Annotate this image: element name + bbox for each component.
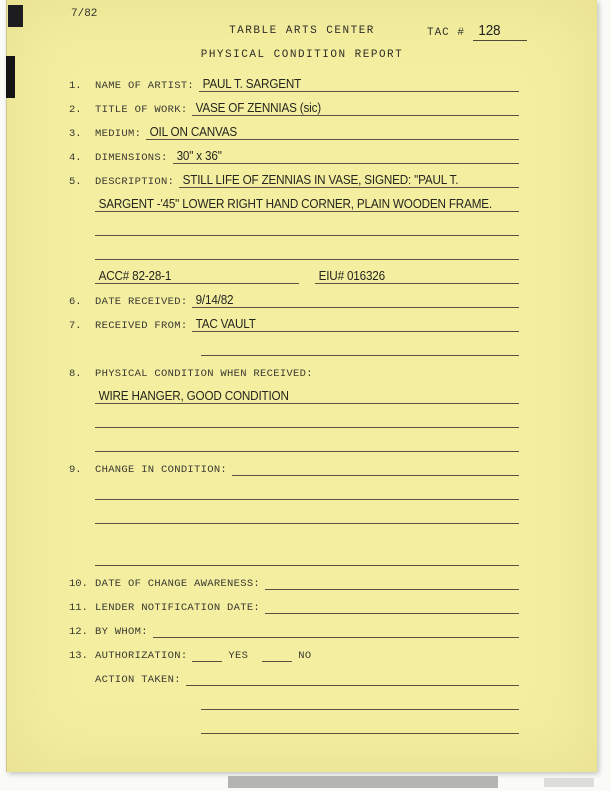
scan-artifact-left-edge-strip [6,56,15,98]
blank-line [95,550,519,566]
field-label: MEDIUM: [95,128,142,140]
blank-line [201,694,519,710]
field-number: 3. [69,128,82,140]
field-number: 8. [69,368,82,380]
field-row-title [69,100,519,116]
field-label: NAME OF ARTIST: [95,80,195,92]
eiu-number-line [315,268,519,284]
physical-condition-value-row [69,388,519,404]
description-continuation-row [69,196,519,212]
field-value: STILL LIFE OF ZENNIAS IN VASE, SIGNED: "PAUL T. [182,172,459,188]
field-label: DIMENSIONS: [95,152,168,164]
authorization-no-label: NO [298,650,312,662]
field-label: CHANGE IN CONDITION: [95,464,228,476]
blank-line [95,220,519,236]
field-line [153,622,519,638]
blank-line-row [69,244,519,260]
accession-row [69,268,519,284]
field-row-artist [69,76,519,92]
tac-number-line [473,22,527,41]
blank-line-row [69,436,519,452]
blank-line-row [69,220,519,236]
field-number: 13. [69,650,88,662]
field-number: 11. [69,602,88,614]
field-line [95,196,519,212]
field-number: 6. [69,296,82,308]
field-row-medium [69,124,519,140]
tac-number-value: 128 [478,22,501,39]
field-row-physical-condition [69,364,519,380]
field-row-received-from [69,316,519,332]
field-row-authorization [69,646,519,662]
field-line [192,316,519,332]
field-value: 30" x 36" [176,148,222,164]
blank-line [95,436,519,452]
field-line [192,292,519,308]
field-row-lender-notification-date [69,598,519,614]
eiu-number-value: EIU# 016326 [318,268,385,284]
acc-number-value: ACC# 82-28-1 [98,268,172,284]
authorization-no-line [262,646,292,662]
field-number: 7. [69,320,82,332]
blank-line-row [69,718,519,734]
field-number: 1. [69,80,82,92]
field-line [146,124,519,140]
scan-artifact-bottom-bar [228,776,498,788]
field-row-description [69,172,519,188]
report-title: PHYSICAL CONDITION REPORT [200,49,404,61]
blank-line [201,718,519,734]
field-value: TAC VAULT [196,316,257,332]
form-body [69,76,519,742]
field-label: BY WHOM: [95,626,148,638]
blank-line [95,508,519,524]
authorization-yes-label: YES [228,650,249,662]
field-value: OIL ON CANVAS [149,124,238,140]
blank-line-row [69,694,519,710]
field-label: DATE OF CHANGE AWARENESS: [95,578,261,590]
field-label: RECEIVED FROM: [95,320,188,332]
field-row-date-received [69,292,519,308]
scan-artifact-bottom-right-mark [544,778,594,787]
field-label: DESCRIPTION: [95,176,175,188]
field-label: DATE RECEIVED: [95,296,188,308]
field-value: PAUL T. SARGENT [202,76,302,92]
tac-number-group [427,22,527,41]
field-line [192,100,519,116]
blank-line [95,484,519,500]
field-row-date-of-change-awareness [69,574,519,590]
field-value: 9/14/82 [196,292,234,308]
field-value: WIRE HANGER, GOOD CONDITION [98,388,289,404]
blank-line [201,340,519,356]
field-label: AUTHORIZATION: [95,650,188,662]
field-line [232,460,519,476]
authorization-yes-line [192,646,222,662]
blank-line [95,412,519,428]
acc-number-line [95,268,299,284]
field-label: LENDER NOTIFICATION DATE: [95,602,261,614]
blank-line-row [69,508,519,524]
scan-artifact-corner-mark [8,5,23,27]
field-row-dimensions [69,148,519,164]
field-line [199,76,519,92]
field-number: 2. [69,104,82,116]
scanned-form-page [6,0,597,772]
field-value: SARGENT -'45" LOWER RIGHT HAND CORNER, PLAIN WOODEN FRAME. [98,196,492,212]
field-row-action-taken [69,670,519,686]
field-number: 10. [69,578,88,590]
field-value: VASE OF ZENNIAS (sic) [196,100,322,116]
field-line [265,598,519,614]
corner-date: 7/82 [71,8,98,20]
field-row-by-whom [69,622,519,638]
org-title: TARBLE ARTS CENTER [229,25,375,37]
blank-line-row [69,340,519,356]
field-number: 5. [69,176,82,188]
blank-line-row [69,484,519,500]
field-line [265,574,519,590]
tac-label: TAC # [426,27,465,39]
field-row-change-in-condition [69,460,519,476]
field-label: TITLE OF WORK: [95,104,188,116]
field-label: PHYSICAL CONDITION WHEN RECEIVED: [95,368,313,380]
field-line [95,388,519,404]
field-number: 4. [69,152,82,164]
field-line [186,670,519,686]
blank-line [95,244,519,260]
field-line [179,172,519,188]
field-line [173,148,519,164]
field-number: 12. [69,626,88,638]
field-label: ACTION TAKEN: [95,674,181,686]
blank-line-row [69,412,519,428]
field-number: 9. [69,464,82,476]
blank-line-row [69,550,519,566]
